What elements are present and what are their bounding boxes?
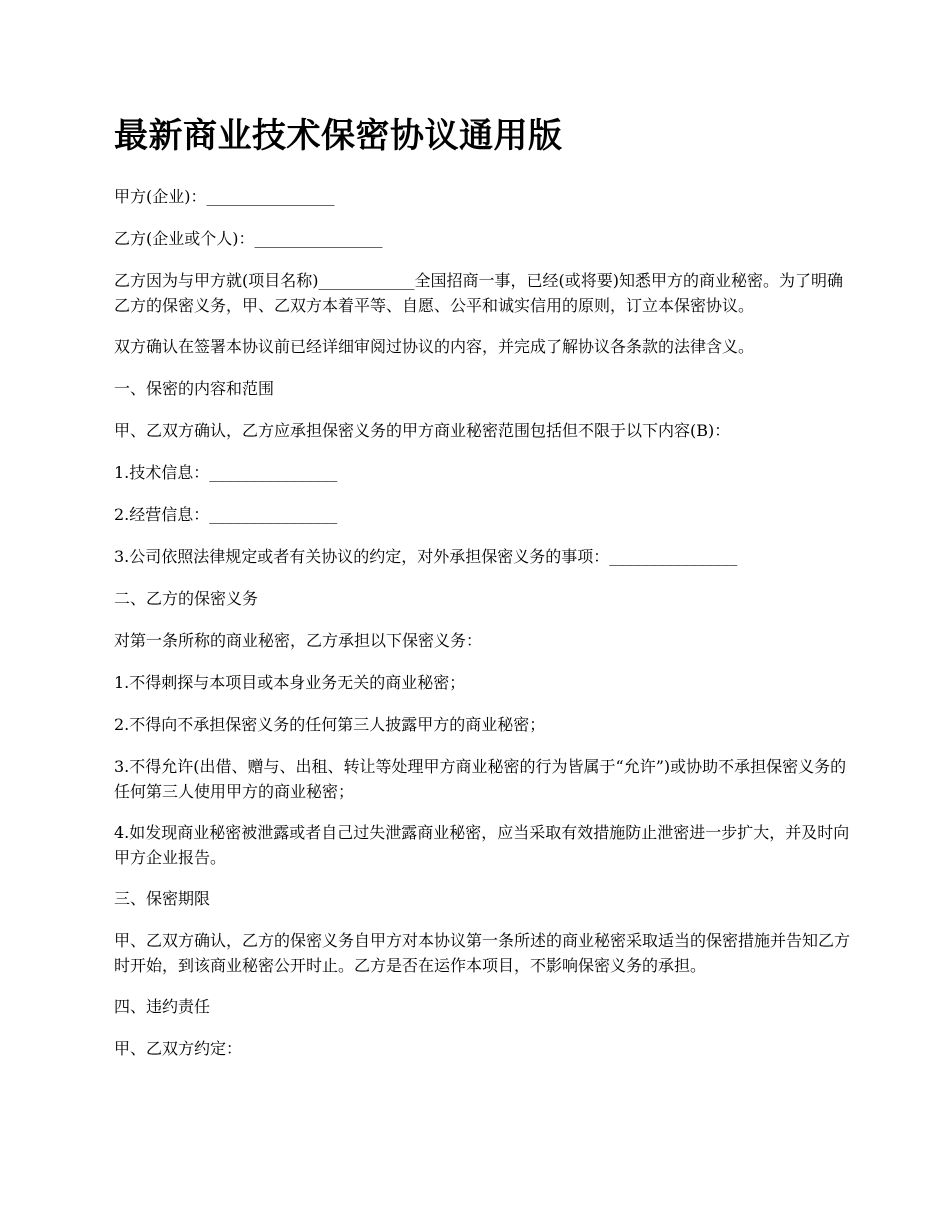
section-1-item-1: 1.技术信息：________________: [114, 463, 338, 482]
section-4-paragraph: 甲、乙双方约定：: [114, 1039, 243, 1058]
section-1-item-2: 2.经营信息：________________: [114, 505, 338, 524]
section-heading-4: 四、违约责任: [114, 997, 211, 1016]
section-1-paragraph: 甲、乙双方确认，乙方应承担保密义务的甲方商业秘密范围包括但不限于以下内容(B)：: [114, 421, 731, 440]
confirmation-paragraph: 双方确认在签署本协议前已经详细审阅过协议的内容，并完成了解协议各条款的法律含义。: [114, 337, 755, 356]
intro-paragraph: 乙方因为与甲方就(项目名称)____________全国招商一事，已经(或将要)知悉甲方的商业秘密。为了明确乙方的保密义务，甲、乙双方本着平等、自愿、公平和诚实信用的原则，订立本保密协议。: [114, 271, 843, 315]
section-heading-2: 二、乙方的保密义务: [114, 589, 259, 608]
section-2-paragraph: 对第一条所称的商业秘密，乙方承担以下保密义务：: [114, 631, 483, 650]
section-heading-1: 一、保密的内容和范围: [114, 379, 275, 398]
section-heading-3: 三、保密期限: [114, 889, 211, 908]
section-2-item-1: 1.不得刺探与本项目或本身业务无关的商业秘密；: [114, 673, 466, 692]
section-2-item-2: 2.不得向不承担保密义务的任何第三人披露甲方的商业秘密；: [114, 715, 546, 734]
section-1-item-3: 3.公司依照法律规定或者有关协议的约定，对外承担保密义务的事项：________________: [114, 547, 738, 566]
section-3-paragraph: 甲、乙双方确认，乙方的保密义务自甲方对本协议第一条所述的商业秘密采取适当的保密措施并告知乙方时开始，到该商业秘密公开时止。乙方是否在运作本项目，不影响保密义务的承担。: [114, 931, 851, 975]
section-2-item-4: 4.如发现商业秘密被泄露或者自己过失泄露商业秘密，应当采取有效措施防止泄密进一步扩大，并及时向甲方企业报告。: [114, 823, 850, 867]
section-2-item-3: 3.不得允许(出借、赠与、出租、转让等处理甲方商业秘密的行为皆属于“允许”)或协助不承担保密义务的任何第三人使用甲方的商业秘密；: [114, 757, 847, 801]
document-title: 最新商业技术保密协议通用版: [114, 116, 563, 156]
party-a-line: 甲方(企业)：________________: [114, 187, 335, 206]
party-b-line: 乙方(企业或个人)：________________: [114, 229, 383, 248]
